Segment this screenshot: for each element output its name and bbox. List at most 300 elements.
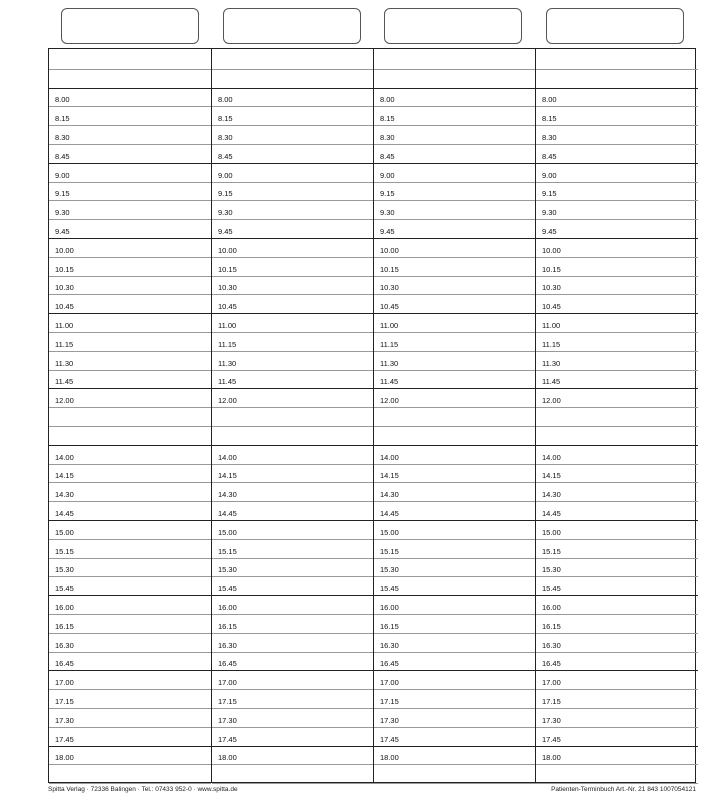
- time-label: 8.45: [55, 151, 70, 161]
- time-label: 14.30: [380, 490, 399, 500]
- product-info: Patienten-Terminbuch Art.-Nr. 21 843 1007054121: [551, 786, 696, 793]
- time-slot-row[interactable]: [212, 388, 374, 407]
- time-label: 9.15: [542, 189, 557, 199]
- time-label: 17.45: [380, 734, 399, 744]
- time-slot-row[interactable]: [49, 332, 211, 351]
- day-column-4: [535, 49, 698, 782]
- time-label: 15.00: [218, 527, 237, 537]
- time-slot-row[interactable]: [536, 464, 698, 483]
- time-slot-row[interactable]: [536, 351, 698, 370]
- time-label: 10.45: [380, 302, 399, 312]
- time-label: 10.45: [55, 302, 74, 312]
- time-label: 8.15: [380, 114, 395, 124]
- time-slot-row[interactable]: [49, 125, 211, 144]
- time-slot-row[interactable]: [49, 313, 211, 332]
- time-slot-row[interactable]: [212, 558, 374, 577]
- time-label: 17.15: [218, 696, 237, 706]
- time-slot-row[interactable]: [49, 370, 211, 389]
- time-slot-row[interactable]: [536, 313, 698, 332]
- time-label: 9.30: [218, 208, 233, 218]
- time-slot-row[interactable]: [49, 163, 211, 182]
- time-label: 8.30: [55, 132, 70, 142]
- time-slot-row[interactable]: [49, 539, 211, 558]
- time-slot-row[interactable]: [212, 106, 374, 125]
- time-slot-row[interactable]: [374, 313, 536, 332]
- time-slot-row[interactable]: [212, 200, 374, 219]
- time-label: 10.00: [55, 245, 74, 255]
- time-slot-row[interactable]: [536, 106, 698, 125]
- time-label: 9.15: [380, 189, 395, 199]
- time-label: 9.30: [55, 208, 70, 218]
- time-slot-row[interactable]: [374, 294, 536, 313]
- time-slot-row[interactable]: [212, 501, 374, 520]
- footer: [48, 786, 696, 798]
- time-slot-row[interactable]: [374, 407, 536, 426]
- time-label: 10.15: [380, 264, 399, 274]
- time-slot-row[interactable]: [536, 576, 698, 595]
- time-slot-row[interactable]: [212, 370, 374, 389]
- time-label: 17.15: [542, 696, 561, 706]
- time-label: 11.30: [380, 358, 399, 368]
- time-label: 17.30: [218, 715, 237, 725]
- time-label: 12.00: [55, 396, 74, 406]
- time-slot-row[interactable]: [49, 426, 211, 445]
- time-slot-row[interactable]: [212, 407, 374, 426]
- time-slot-row[interactable]: [374, 445, 536, 464]
- time-label: 10.15: [218, 264, 237, 274]
- time-slot-row[interactable]: [212, 276, 374, 295]
- time-slot-row[interactable]: [536, 652, 698, 671]
- time-slot-row[interactable]: [49, 238, 211, 257]
- time-label: 9.00: [55, 170, 70, 180]
- time-slot-row[interactable]: [212, 633, 374, 652]
- time-label: 11.45: [55, 377, 74, 387]
- time-slot-row[interactable]: [374, 351, 536, 370]
- time-label: 9.00: [218, 170, 233, 180]
- time-label: 18.00: [55, 753, 74, 763]
- time-slot-row[interactable]: [374, 332, 536, 351]
- time-label: 15.15: [218, 546, 237, 556]
- time-label: 9.45: [542, 226, 557, 236]
- time-slot-row[interactable]: [212, 125, 374, 144]
- day-column-2: [211, 49, 374, 782]
- time-slot-row[interactable]: [536, 88, 698, 107]
- day-column-3: [373, 49, 536, 782]
- time-label: 14.45: [380, 508, 399, 518]
- time-slot-row[interactable]: [536, 144, 698, 163]
- time-label: 9.00: [542, 170, 557, 180]
- time-slot-row[interactable]: [212, 727, 374, 746]
- column-header-box-1[interactable]: [61, 8, 199, 44]
- time-slot-row[interactable]: [374, 69, 536, 88]
- time-slot-row[interactable]: [536, 276, 698, 295]
- time-label: 8.00: [218, 95, 233, 105]
- time-label: 11.00: [380, 320, 399, 330]
- day-column-1: [49, 49, 211, 782]
- appointment-grid: [48, 48, 696, 783]
- time-slot-row[interactable]: [374, 614, 536, 633]
- time-slot-row[interactable]: [49, 576, 211, 595]
- time-label: 10.30: [380, 283, 399, 293]
- time-slot-row[interactable]: [536, 727, 698, 746]
- time-slot-row[interactable]: [374, 106, 536, 125]
- time-slot-row[interactable]: [374, 595, 536, 614]
- time-slot-row[interactable]: [212, 708, 374, 727]
- time-slot-row[interactable]: [49, 69, 211, 88]
- time-label: 17.45: [218, 734, 237, 744]
- time-label: 18.00: [542, 753, 561, 763]
- time-label: 8.00: [55, 95, 70, 105]
- time-slot-row[interactable]: [212, 746, 374, 765]
- time-slot-row[interactable]: [374, 257, 536, 276]
- time-label: 9.15: [55, 189, 70, 199]
- time-slot-row[interactable]: [212, 576, 374, 595]
- time-slot-row[interactable]: [374, 426, 536, 445]
- time-slot-row[interactable]: [49, 445, 211, 464]
- time-slot-row[interactable]: [536, 407, 698, 426]
- time-slot-row[interactable]: [536, 125, 698, 144]
- time-slot-row[interactable]: [374, 558, 536, 577]
- time-label: 17.45: [55, 734, 74, 744]
- time-slot-row[interactable]: [212, 670, 374, 689]
- time-slot-row[interactable]: [536, 670, 698, 689]
- time-slot-row[interactable]: [536, 764, 698, 783]
- time-label: 10.30: [542, 283, 561, 293]
- time-label: 15.00: [380, 527, 399, 537]
- time-slot-row[interactable]: [536, 294, 698, 313]
- time-label: 15.45: [55, 584, 74, 594]
- time-label: 16.15: [380, 621, 399, 631]
- time-slot-row[interactable]: [374, 88, 536, 107]
- time-slot-row[interactable]: [49, 88, 211, 107]
- time-slot-row[interactable]: [212, 445, 374, 464]
- time-label: 11.30: [55, 358, 74, 368]
- time-slot-row[interactable]: [374, 482, 536, 501]
- time-label: 16.30: [218, 640, 237, 650]
- time-slot-row[interactable]: [49, 257, 211, 276]
- time-slot-row[interactable]: [374, 539, 536, 558]
- time-label: 16.45: [380, 659, 399, 669]
- time-label: 11.00: [55, 320, 74, 330]
- time-label: 11.00: [218, 320, 237, 330]
- time-slot-row[interactable]: [212, 182, 374, 201]
- time-slot-row[interactable]: [212, 689, 374, 708]
- time-label: 12.00: [542, 396, 561, 406]
- time-label: 15.45: [380, 584, 399, 594]
- time-slot-row[interactable]: [49, 614, 211, 633]
- time-slot-row[interactable]: [49, 144, 211, 163]
- time-slot-row[interactable]: [374, 276, 536, 295]
- time-slot-row[interactable]: [212, 595, 374, 614]
- time-label: 16.45: [542, 659, 561, 669]
- time-label: 8.30: [542, 132, 557, 142]
- time-slot-row[interactable]: [374, 746, 536, 765]
- column-header-boxes: [48, 8, 696, 44]
- time-label: 16.00: [218, 602, 237, 612]
- time-label: 16.30: [542, 640, 561, 650]
- time-slot-row[interactable]: [49, 388, 211, 407]
- time-slot-row[interactable]: [536, 200, 698, 219]
- time-slot-row[interactable]: [49, 727, 211, 746]
- time-slot-row[interactable]: [536, 595, 698, 614]
- time-label: 14.45: [218, 508, 237, 518]
- time-slot-row[interactable]: [212, 144, 374, 163]
- time-slot-row[interactable]: [49, 351, 211, 370]
- time-slot-row[interactable]: [212, 351, 374, 370]
- time-label: 8.30: [380, 132, 395, 142]
- time-slot-row[interactable]: [49, 595, 211, 614]
- time-label: 11.45: [218, 377, 237, 387]
- time-slot-row[interactable]: [536, 182, 698, 201]
- time-label: 8.45: [380, 151, 395, 161]
- time-label: 15.30: [218, 565, 237, 575]
- time-label: 10.45: [218, 302, 237, 312]
- time-label: 11.00: [542, 320, 561, 330]
- time-slot-row[interactable]: [536, 163, 698, 182]
- time-label: 9.15: [218, 189, 233, 199]
- publisher-info: Spitta Verlag · 72336 Balingen · Tel.: 07433 952-0 · www.spitta.de: [48, 786, 238, 793]
- time-slot-row[interactable]: [374, 370, 536, 389]
- time-slot-row[interactable]: [49, 294, 211, 313]
- time-label: 15.45: [542, 584, 561, 594]
- time-label: 16.30: [380, 640, 399, 650]
- time-slot-row[interactable]: [374, 576, 536, 595]
- time-label: 17.00: [218, 678, 237, 688]
- time-slot-row[interactable]: [536, 332, 698, 351]
- time-slot-row[interactable]: [374, 501, 536, 520]
- time-label: 15.30: [542, 565, 561, 575]
- time-slot-row[interactable]: [374, 689, 536, 708]
- time-slot-row[interactable]: [212, 652, 374, 671]
- time-label: 11.15: [542, 339, 561, 349]
- time-slot-row[interactable]: [536, 746, 698, 765]
- time-slot-row[interactable]: [374, 652, 536, 671]
- time-label: 17.15: [55, 696, 74, 706]
- time-label: 16.30: [55, 640, 74, 650]
- time-label: 10.15: [542, 264, 561, 274]
- column-header-box-3[interactable]: [384, 8, 522, 44]
- time-slot-row[interactable]: [536, 633, 698, 652]
- time-label: 8.15: [55, 114, 70, 124]
- time-slot-row[interactable]: [374, 182, 536, 201]
- time-label: 12.00: [218, 396, 237, 406]
- time-label: 17.15: [380, 696, 399, 706]
- time-slot-row[interactable]: [212, 88, 374, 107]
- time-label: 9.30: [380, 208, 395, 218]
- time-label: 10.00: [380, 245, 399, 255]
- time-label: 14.00: [380, 452, 399, 462]
- time-label: 15.15: [55, 546, 74, 556]
- time-label: 15.45: [218, 584, 237, 594]
- time-slot-row[interactable]: [49, 482, 211, 501]
- time-label: 14.00: [542, 452, 561, 462]
- time-slot-row[interactable]: [212, 69, 374, 88]
- time-label: 11.30: [218, 358, 237, 368]
- time-slot-row[interactable]: [536, 614, 698, 633]
- time-slot-row[interactable]: [374, 464, 536, 483]
- time-slot-row[interactable]: [536, 445, 698, 464]
- time-slot-row[interactable]: [49, 276, 211, 295]
- time-slot-row[interactable]: [212, 294, 374, 313]
- time-slot-row[interactable]: [49, 407, 211, 426]
- time-label: 17.30: [380, 715, 399, 725]
- time-slot-row[interactable]: [212, 464, 374, 483]
- time-label: 10.30: [218, 283, 237, 293]
- time-slot-row[interactable]: [374, 50, 536, 69]
- time-label: 14.15: [218, 471, 237, 481]
- time-slot-row[interactable]: [374, 727, 536, 746]
- time-slot-row[interactable]: [374, 520, 536, 539]
- time-slot-row[interactable]: [212, 426, 374, 445]
- time-slot-row[interactable]: [49, 708, 211, 727]
- time-slot-row[interactable]: [49, 50, 211, 69]
- column-header-box-2[interactable]: [223, 8, 361, 44]
- time-slot-row[interactable]: [49, 764, 211, 783]
- column-header-box-4[interactable]: [546, 8, 684, 44]
- time-slot-row[interactable]: [536, 689, 698, 708]
- time-label: 10.45: [542, 302, 561, 312]
- time-slot-row[interactable]: [536, 501, 698, 520]
- time-label: 8.00: [542, 95, 557, 105]
- time-label: 16.15: [218, 621, 237, 631]
- time-slot-row[interactable]: [536, 69, 698, 88]
- time-label: 14.00: [218, 452, 237, 462]
- time-slot-row[interactable]: [536, 257, 698, 276]
- time-label: 18.00: [218, 753, 237, 763]
- time-slot-row[interactable]: [49, 464, 211, 483]
- time-slot-row[interactable]: [212, 163, 374, 182]
- time-slot-row[interactable]: [536, 426, 698, 445]
- time-slot-row[interactable]: [536, 238, 698, 257]
- time-slot-row[interactable]: [212, 219, 374, 238]
- time-slot-row[interactable]: [49, 652, 211, 671]
- time-label: 8.45: [542, 151, 557, 161]
- time-label: 14.30: [55, 490, 74, 500]
- time-slot-row[interactable]: [374, 708, 536, 727]
- time-label: 14.15: [55, 471, 74, 481]
- time-label: 15.00: [55, 527, 74, 537]
- time-label: 10.00: [218, 245, 237, 255]
- time-label: 17.30: [542, 715, 561, 725]
- time-label: 17.30: [55, 715, 74, 725]
- time-slot-row[interactable]: [212, 313, 374, 332]
- time-slot-row[interactable]: [212, 614, 374, 633]
- time-label: 9.30: [542, 208, 557, 218]
- time-label: 11.15: [218, 339, 237, 349]
- time-slot-row[interactable]: [374, 125, 536, 144]
- time-slot-row[interactable]: [49, 200, 211, 219]
- time-label: 16.15: [542, 621, 561, 631]
- time-label: 11.45: [380, 377, 399, 387]
- time-label: 14.30: [218, 490, 237, 500]
- time-slot-row[interactable]: [212, 764, 374, 783]
- time-label: 15.30: [380, 565, 399, 575]
- time-label: 14.45: [55, 508, 74, 518]
- time-label: 8.30: [218, 132, 233, 142]
- time-slot-row[interactable]: [374, 163, 536, 182]
- time-label: 16.45: [55, 659, 74, 669]
- time-label: 16.15: [55, 621, 74, 631]
- time-slot-row[interactable]: [49, 746, 211, 765]
- time-slot-row[interactable]: [49, 501, 211, 520]
- time-slot-row[interactable]: [374, 200, 536, 219]
- time-label: 14.15: [380, 471, 399, 481]
- time-slot-row[interactable]: [212, 539, 374, 558]
- time-slot-row[interactable]: [374, 238, 536, 257]
- time-slot-row[interactable]: [536, 370, 698, 389]
- time-label: 10.15: [55, 264, 74, 274]
- time-label: 16.00: [55, 602, 74, 612]
- time-slot-row[interactable]: [212, 332, 374, 351]
- time-label: 12.00: [380, 396, 399, 406]
- time-label: 11.15: [380, 339, 399, 349]
- time-slot-row[interactable]: [374, 144, 536, 163]
- time-label: 10.00: [542, 245, 561, 255]
- time-label: 15.15: [380, 546, 399, 556]
- time-slot-row[interactable]: [212, 238, 374, 257]
- time-slot-row[interactable]: [212, 482, 374, 501]
- time-slot-row[interactable]: [374, 764, 536, 783]
- time-slot-row[interactable]: [374, 388, 536, 407]
- time-label: 17.00: [380, 678, 399, 688]
- time-slot-row[interactable]: [49, 689, 211, 708]
- time-slot-row[interactable]: [49, 670, 211, 689]
- time-slot-row[interactable]: [212, 257, 374, 276]
- time-label: 15.00: [542, 527, 561, 537]
- time-slot-row[interactable]: [536, 50, 698, 69]
- time-label: 14.45: [542, 508, 561, 518]
- time-label: 17.45: [542, 734, 561, 744]
- time-slot-row[interactable]: [536, 558, 698, 577]
- time-slot-row[interactable]: [374, 670, 536, 689]
- time-label: 14.30: [542, 490, 561, 500]
- time-label: 9.45: [218, 226, 233, 236]
- time-slot-row[interactable]: [212, 520, 374, 539]
- time-label: 9.00: [380, 170, 395, 180]
- time-label: 16.45: [218, 659, 237, 669]
- time-label: 17.00: [55, 678, 74, 688]
- time-slot-row[interactable]: [49, 633, 211, 652]
- time-label: 14.00: [55, 452, 74, 462]
- time-slot-row[interactable]: [49, 219, 211, 238]
- time-label: 9.45: [380, 226, 395, 236]
- time-slot-row[interactable]: [49, 558, 211, 577]
- time-slot-row[interactable]: [536, 482, 698, 501]
- time-label: 9.45: [55, 226, 70, 236]
- time-label: 8.15: [218, 114, 233, 124]
- time-slot-row[interactable]: [49, 106, 211, 125]
- time-slot-row[interactable]: [536, 520, 698, 539]
- time-label: 15.30: [55, 565, 74, 575]
- time-label: 15.15: [542, 546, 561, 556]
- time-slot-row[interactable]: [374, 633, 536, 652]
- time-slot-row[interactable]: [536, 219, 698, 238]
- time-slot-row[interactable]: [536, 539, 698, 558]
- time-slot-row[interactable]: [49, 520, 211, 539]
- time-slot-row[interactable]: [536, 388, 698, 407]
- time-label: 17.00: [542, 678, 561, 688]
- time-label: 16.00: [542, 602, 561, 612]
- time-label: 14.15: [542, 471, 561, 481]
- time-label: 8.00: [380, 95, 395, 105]
- time-slot-row[interactable]: [49, 182, 211, 201]
- time-label: 16.00: [380, 602, 399, 612]
- time-slot-row[interactable]: [212, 50, 374, 69]
- time-slot-row[interactable]: [536, 708, 698, 727]
- time-slot-row[interactable]: [374, 219, 536, 238]
- time-label: 11.30: [542, 358, 561, 368]
- time-label: 18.00: [380, 753, 399, 763]
